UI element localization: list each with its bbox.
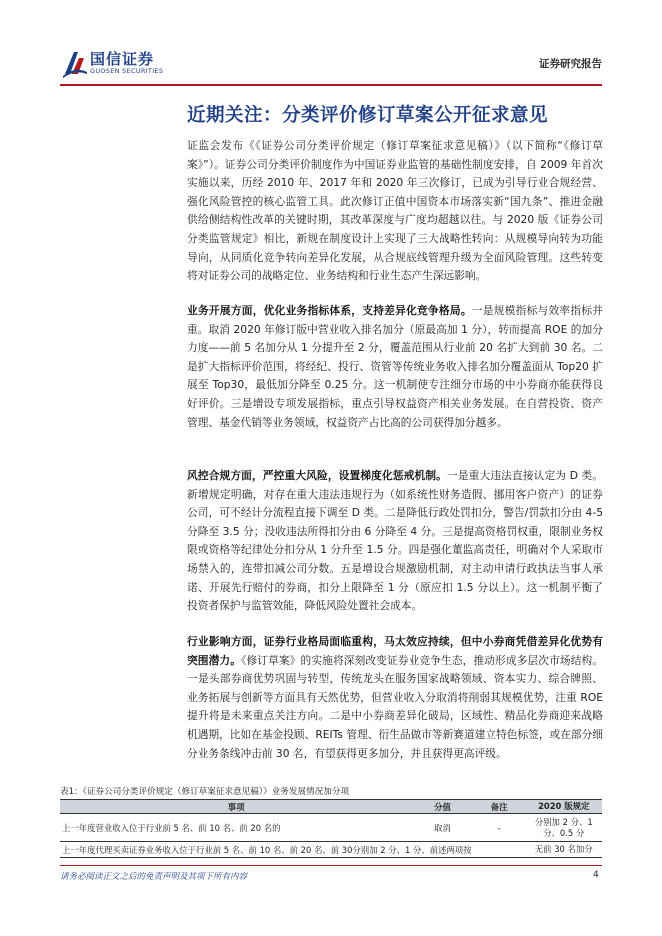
logo-english-name: GUOSEN SECURITIES [90,67,164,75]
table-cell: 无前 30 名加分 [526,842,603,858]
table-cell: 上一年度代理买卖证券业务收入位于行业前 5 名、前 10 名、前 20 名、前 30分别加 2 分、1 分、前述两项按 [60,842,526,858]
header-2020-rule: 2020 版规定 [526,800,603,814]
footer-divider [60,865,602,866]
paragraph-body: 一是规模指标与效率指标并重。取消 2020 年修订版中营业收入排名加分（原最高加 1 分），转而提高 ROE 的加分力度——前 5 名加分从 1 分提升至 2 分，覆盖范围从行业前 20 名扩大到前 30 名。二是扩大指标评价范围，将经纪、投行、资管等传统业务收入排名加分覆盖面从 Top20 扩展至 Top30，最低加分降至 0.25 分。这一机制使专注细分市场的中小券商亦能获得良好评价。三是增设专项发展指标，重点引导权益资产相关业务发展。在自营投资、资产管理、基金代销等业务领域，权益资产占比高的公司获得加分越多。 [187,304,603,429]
report-type-label: 证券研究报告 [539,58,602,70]
paragraph-lead: 行业影响方面，证券行业格局面临重构，马太效应持续，但中小券商凭借差异化优势有突围潜力。 [187,635,603,667]
paragraph-body: 证监会发布《《证券公司分类评价规定（修订草案征求意见稿）》（以下简称“《修订草案》”）。证券公司分类评价制度作为中国证券业监管的基础性制度安排，自 2009 年首次实施以来，历经 2010 年、2017 年和 2020 年三次修订，已成为引导行业合规经营、强化风险管控的核心监管工具。此次修订正值中国资本市场落实新“国九条”、推进金融供给侧结构性改革的关键时期，其改革深度与广度均超越以往。与 2020 版《证券公司分类监管规定》相比，新规在制度设计上实现了三大战略性转向：从规模导向转为功能导向，从同质化竞争转向差异化发展，从合规底线管理升级为全面风险管理。这些转变将对证券公司的战略定位、业务结构和行业生态产生深远影响。 [187,139,603,283]
footer-disclaimer: 请务必阅读正文之后的免责声明及其项下所有内容 [60,872,248,882]
table-cell: 取消 [412,814,473,842]
paragraph-body: 一是重大违法直接认定为 D 类。新增规定明确，对存在重大违法违规行为（如系统性财务造假、挪用客户资产）的证券公司，可不经计分流程直接下调至 D 类。二是降低行政处罚扣分，警告/罚款扣分由 4-5 分降至 3.5 分；没收违法所得扣分由 6 分降至 4 分。三是提高资格罚权重，限制业务权限或资格等纪律处分扣分从 1 分升至 1.5 分。四是强化董监高责任，明确对个人采取市场禁入的，连带扣减公司分数。五是增设合规激励机制，对主动申请行政执法当事人承诺、开展先行赔付的券商，扣分上限降至 1 分（原应扣 1.5 分以上）。这一机制平衡了投资者保护与监管效能，降低风险处置社会成本。 [187,469,603,613]
table-cell: 分别加 2 分、1 分、0.5 分 [526,814,603,842]
page-number: 4 [593,870,599,880]
paragraph-business [187,302,603,432]
bonus-items-table [60,799,602,858]
paragraph-intro [187,137,603,286]
paragraph-lead: 业务开展方面，优化业务指标体系，支持差异化竞争格局。 [187,304,472,317]
table-cell: - [473,814,526,842]
page-header [0,0,662,88]
paragraph-body: 《修订草案》的实施将深刻改变证券业竞争生态，推动形成多层次市场结构。一是头部券商优势巩固与转型，传统龙头在服务国家战略领域、资本实力、综合牌照、业务拓展与创新等方面具有天然优势，但营业收入分取消将削弱其规模优势，注重 ROE 提升将是未来重点关注方向。二是中小券商差异化破局，区域性、精品化券商迎来战略机遇期，比如在基金投顾、REITs 管理、衍生品做市等新赛道建立特色标签，或在部分细分业务条线冲击前 30 名，有望获得更多加分，并且获得更高评级。 [187,653,603,760]
paragraph-lead: 风控合规方面，严控重大风险，设置梯度化惩戒机制。 [187,469,447,482]
section-title: 近期关注：分类评价修订草案公开征求意见 [187,105,549,126]
table-row [60,814,602,842]
guosen-logo-mark-icon [62,48,88,78]
table-cell: 上一年度营业收入位于行业前 5 名、前 10 名、前 20 名的 [60,814,412,842]
table-row [60,842,602,858]
table-header-row [60,800,602,814]
header-item: 事项 [60,800,412,814]
guosen-logo [62,48,186,78]
paragraph-industry-impact [187,633,603,763]
logo-chinese-name: 国信证券 [90,50,155,68]
table-caption: 表1：《证券公司分类评价规定（修订草案征求意见稿）》业务发展情况加分项 [60,787,350,797]
header-note: 备注 [473,800,526,814]
header-score: 分值 [412,800,473,814]
paragraph-risk-control [187,467,603,616]
header-divider [60,84,602,86]
